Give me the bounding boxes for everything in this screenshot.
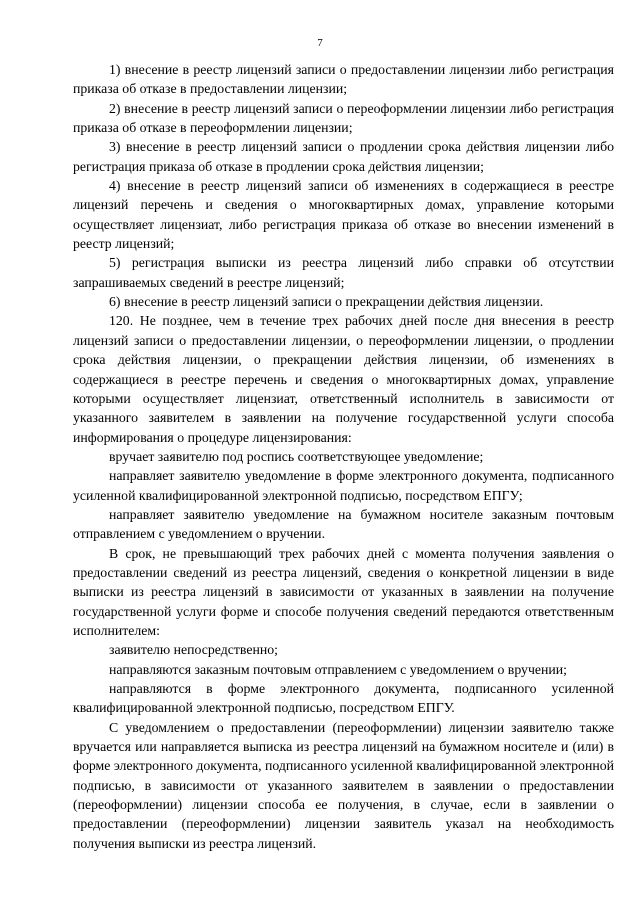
paragraph: направляет заявителю уведомление в форме электронного документа, подписанного усиленной квалифицированной электронной подписью, посредством ЕПГУ; — [73, 468, 614, 503]
paragraph: 1) внесение в реестр лицензий записи о предоставлении лицензии либо регистрация приказа об отказе в предоставлении лицензии; — [73, 62, 614, 97]
paragraph: В срок, не превышающий трех рабочих дней с момента получения заявления о предоставлении сведений из реестра лицензий, сведения о конкретной лицензии в виде выписки из реестра лицензий в зависимости от указанных в заявлении на получение государственной услуги форме и способе получения сведений передаются ответственным исполнителем: — [73, 545, 614, 638]
paragraph: вручает заявителю под роспись соответствующее уведомление; — [109, 448, 484, 464]
paragraph: 120. Не позднее, чем в течение трех рабочих дней после дня внесения в реестр лицензий записи о предоставлении лицензии, о переоформлении лицензии, о продлении срока действия лицензии, о прекращении действия лицензии, об изменениях в содержащиеся в реестре перечень и сведения о многоквартирных домах, управление которыми осуществляет лицензиат, ответственный исполнитель в зависимости от указанного заявителем в заявлении на получение государственной услуги способа информирования о процедуре лицензирования: — [73, 313, 614, 445]
paragraph: заявителю непосредственно; — [109, 642, 278, 658]
paragraph: 6) внесение в реестр лицензий записи о прекращении действия лицензии. — [109, 294, 544, 310]
paragraph: 3) внесение в реестр лицензий записи о продлении срока действия лицензии либо регистрация приказа об отказе в продлении срока действия лицензии; — [73, 139, 614, 174]
paragraph: С уведомлением о предоставлении (переоформлении) лицензии заявителю также вручается или направляется выписка из реестра лицензий на бумажном носителе и (или) в форме электронного документа, подписанного усиленной квалифицированной электронной подписью, в зависимости от указанного заявителем в заявлении о предоставлении (переоформлении) лицензии способа ее получения, в случае, если в заявлении о предоставлении (переоформлении) лицензии заявитель указал на необходимость получения выписки из реестра лицензий. — [73, 719, 614, 851]
paragraph: направляются заказным почтовым отправлением с уведомлением о вручении; — [109, 661, 567, 677]
paragraph: 2) внесение в реестр лицензий записи о переоформлении лицензии либо регистрация приказа об отказе в переоформлении лицензии; — [73, 100, 614, 136]
paragraph: 4) внесение в реестр лицензий записи об изменениях в содержащиеся в реестре лицензий перечень и сведения о многоквартирных домах, управление которыми осуществляет лицензиат, либо регистрация приказа об отказе во внесении изменений в реестр лицензий; — [73, 178, 614, 252]
page-number: 7 — [317, 37, 323, 49]
paragraph: направляются в форме электронного документа, подписанного усиленной квалифицированной электронной подписью, посредством ЕПГУ. — [73, 681, 614, 716]
paragraph: 5) регистрация выписки из реестра лицензий либо справки об отсутствии запрашиваемых сведений в реестре лицензий; — [73, 255, 614, 290]
paragraph: направляет заявителю уведомление на бумажном носителе заказным почтовым отправлением с уведомлением о вручении. — [73, 506, 614, 542]
document-body — [73, 60, 614, 853]
